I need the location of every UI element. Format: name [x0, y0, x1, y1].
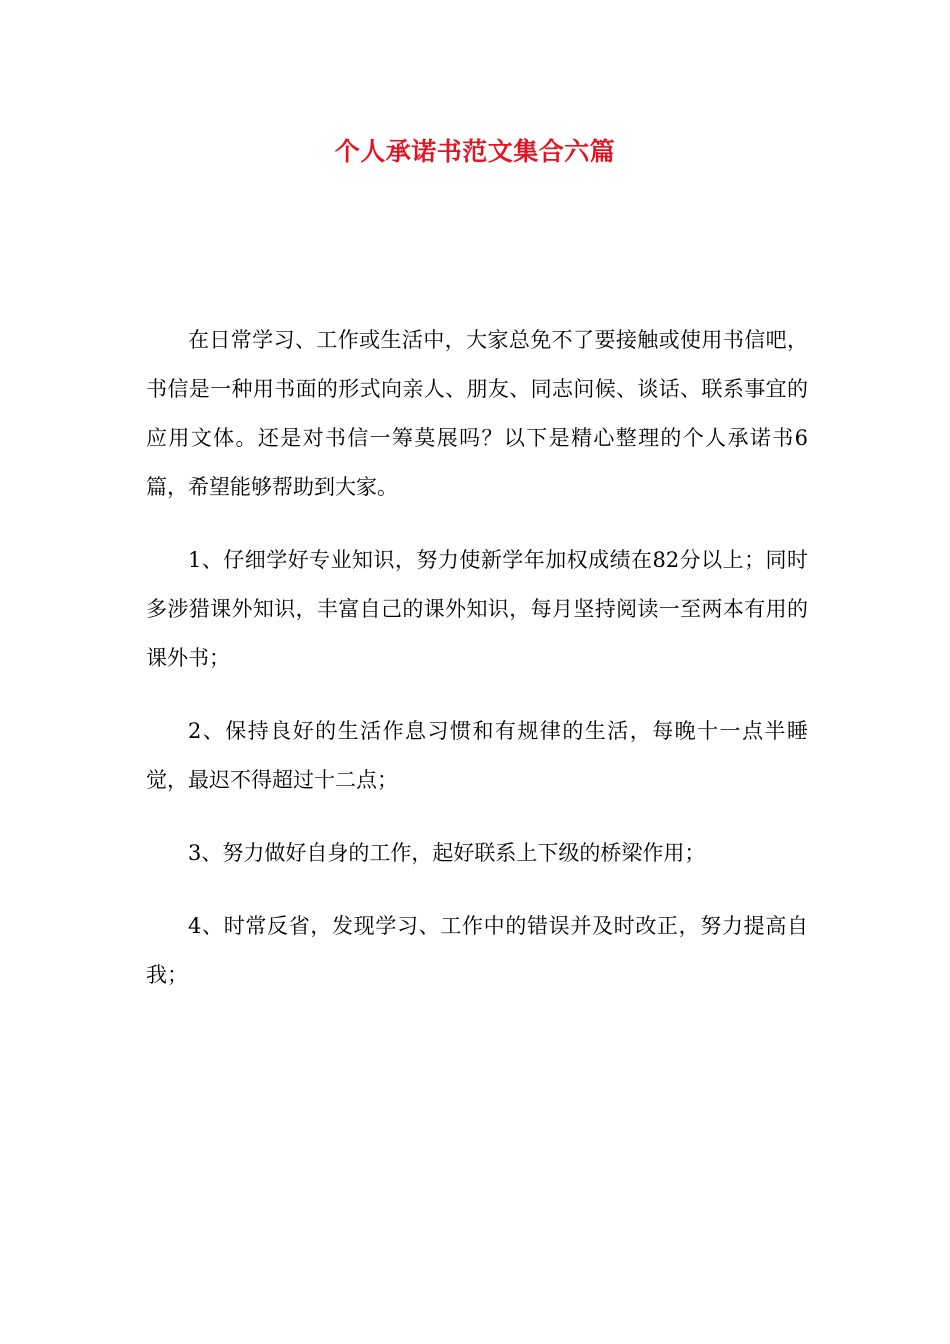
- commitment-item-1: 1、仔细学好专业知识，努力使新学年加权成绩在82分以上；同时多涉猎课外知识，丰富自己的课外知识，每月坚持阅读一至两本有用的课外书；: [146, 548, 808, 670]
- commitment-item-4: 4、时常反省，发现学习、工作中的错误并及时改正，努力提高自我；: [146, 914, 808, 987]
- document-title: 个人承诺书范文集合六篇: [334, 137, 616, 166]
- document-body: [146, 316, 808, 1024]
- commitment-item-3: 3、努力做好自身的工作，起好联系上下级的桥梁作用；: [188, 841, 706, 865]
- intro-paragraph: 在日常学习、工作或生活中，大家总免不了要接触或使用书信吧，书信是一种用书面的形式向亲人、朋友、同志问候、谈话、联系事宜的应用文体。还是对书信一筹莫展吗？以下是精心整理的个人承诺书6篇，希望能够帮助到大家。: [146, 328, 808, 499]
- commitment-item-2: 2、保持良好的生活作息习惯和有规律的生活，每晚十一点半睡觉，最迟不得超过十二点；: [146, 719, 808, 792]
